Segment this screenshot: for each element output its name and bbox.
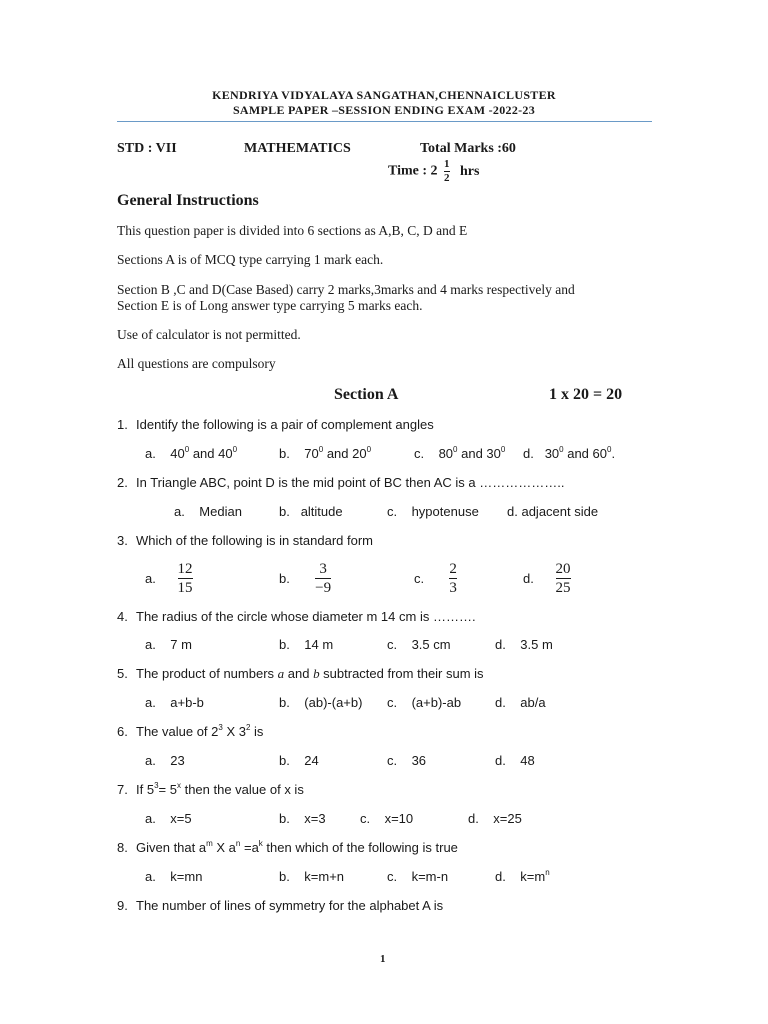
question-number: 1. (117, 417, 128, 432)
question-text: The number of lines of symmetry for the alphabet A is (136, 898, 444, 913)
instruction-line: Sections A is of MCQ type carrying 1 mark each. (117, 252, 384, 267)
instruction-line: Section B ,C and D(Case Based) carry 2 marks,3marks and 4 marks respectively and (117, 282, 575, 297)
option-6c: c. 36 (387, 753, 427, 768)
instructions-title: General Instructions (117, 192, 259, 209)
instruction-line: This question paper is divided into 6 sections as A,B, C, D and E (117, 223, 468, 238)
question-number: 8. (117, 840, 128, 855)
option-8d: d. $k=m^n$ (495, 868, 550, 884)
question-text: Which of the following is in standard form (136, 533, 373, 548)
question-number: 6. (117, 724, 128, 739)
question-text: Identify the following is a pair of complement angles (136, 417, 434, 432)
option-2c: c. hypotenuse (387, 504, 479, 519)
option-1c: c. $80^0$ and $30^0$ (414, 445, 506, 461)
option-8c: c. k=m-n (387, 869, 449, 884)
page-number: 1 (380, 953, 386, 965)
question-number: 4. (117, 609, 128, 624)
option-8b: b. k=m+n (279, 869, 345, 884)
question-8: 8. Given that $a^m$ X $a^n =a^k$ then which of the following is true (117, 839, 458, 855)
instruction-line: All questions are compulsory (117, 356, 276, 371)
option-3d: d. $\frac{20}{25}$ (523, 561, 571, 596)
question-5: 5. The product of numbers a and b subtracted from their sum is (117, 666, 484, 681)
option-7c: c. x=10 (360, 811, 414, 826)
question-number: 3. (117, 533, 128, 548)
question-9 (117, 898, 443, 913)
option-6a: a. 23 (145, 753, 185, 768)
option-6b: b. 24 (279, 753, 319, 768)
subject-label: MATHEMATICS (244, 141, 351, 156)
option-7b: b. x=3 (279, 811, 326, 826)
question-4 (117, 609, 476, 624)
option-6d: d. 48 (495, 753, 535, 768)
option-1a: a. $40^0$ and $40^0$ (145, 445, 238, 461)
option-3b: b. $\frac{3}{-9}$ (279, 561, 332, 596)
question-number: 7. (117, 782, 128, 797)
fraction: $\frac{20}{25}$ (555, 561, 571, 596)
option-4d: d. 3.5 m (495, 637, 553, 652)
instruction-line: Section E is of Long answer type carrying 5 marks each. (117, 298, 423, 313)
time-unit: hrs (460, 163, 480, 179)
time-allowed (388, 159, 479, 184)
option-4a: a. 7 m (145, 637, 192, 652)
fraction: $\frac{2}{3}$ (449, 561, 457, 596)
header-divider (117, 121, 652, 122)
option-2b: b. altitude (279, 504, 343, 519)
question-3 (117, 533, 373, 548)
option-1b: b. $70^0$ and $20^0$ (279, 445, 372, 461)
time-label: Time : 2 (388, 163, 438, 179)
question-number: 2. (117, 475, 128, 490)
time-fraction (444, 159, 450, 184)
question-number: 9. (117, 898, 128, 913)
question-2 (117, 475, 564, 490)
time-numerator: 1 (444, 158, 450, 170)
option-1d: d. $30^0$ and $60^0$. (523, 445, 616, 461)
option-5a: a. a+b-b (145, 695, 204, 710)
option-4c: c. 3.5 cm (387, 637, 451, 652)
question-text: The radius of the circle whose diameter m 14 cm is ………. (136, 609, 476, 624)
std-label: STD : VII (117, 141, 177, 156)
question-1 (117, 417, 434, 432)
option-5c: c. (a+b)-ab (387, 695, 462, 710)
fraction: $\frac{12}{15}$ (177, 561, 193, 596)
exam-title: SAMPLE PAPER –SESSION ENDING EXAM -2022-23 (232, 103, 536, 117)
question-text: In Triangle ABC, point D is the mid point of BC then AC is a ……………….. (136, 475, 565, 490)
section-marks: 1 x 20 = 20 (549, 386, 623, 403)
time-denominator: 2 (444, 172, 450, 184)
question-6: 6. The value of $2^3$ X $3^2$ is (117, 723, 264, 739)
fraction: $\frac{3}{-9}$ (315, 561, 332, 596)
option-4b: b. 14 m (279, 637, 334, 652)
option-7d: d. x=25 (468, 811, 522, 826)
option-3c: c. $\frac{2}{3}$ (414, 561, 457, 596)
question-7: 7. If $5^3= 5^x$ then the value of x is (117, 781, 304, 797)
option-5d: d. ab/a (495, 695, 546, 710)
total-marks: Total Marks :60 (420, 141, 516, 156)
question-number: 5. (117, 666, 128, 681)
option-3a: a. $\frac{12}{15}$ (145, 561, 193, 596)
school-name: KENDRIYA VIDYALAYA SANGATHAN,CHENNAICLUSTER (212, 88, 556, 102)
option-8a: a. k=mn (145, 869, 203, 884)
option-7a: a. x=5 (145, 811, 192, 826)
instruction-line: Use of calculator is not permitted. (117, 327, 301, 342)
section-title: Section A (334, 386, 399, 403)
option-2d: d. adjacent side (507, 504, 599, 519)
option-5b: b. (ab)-(a+b) (279, 695, 363, 710)
option-2a: a. Median (174, 504, 242, 519)
